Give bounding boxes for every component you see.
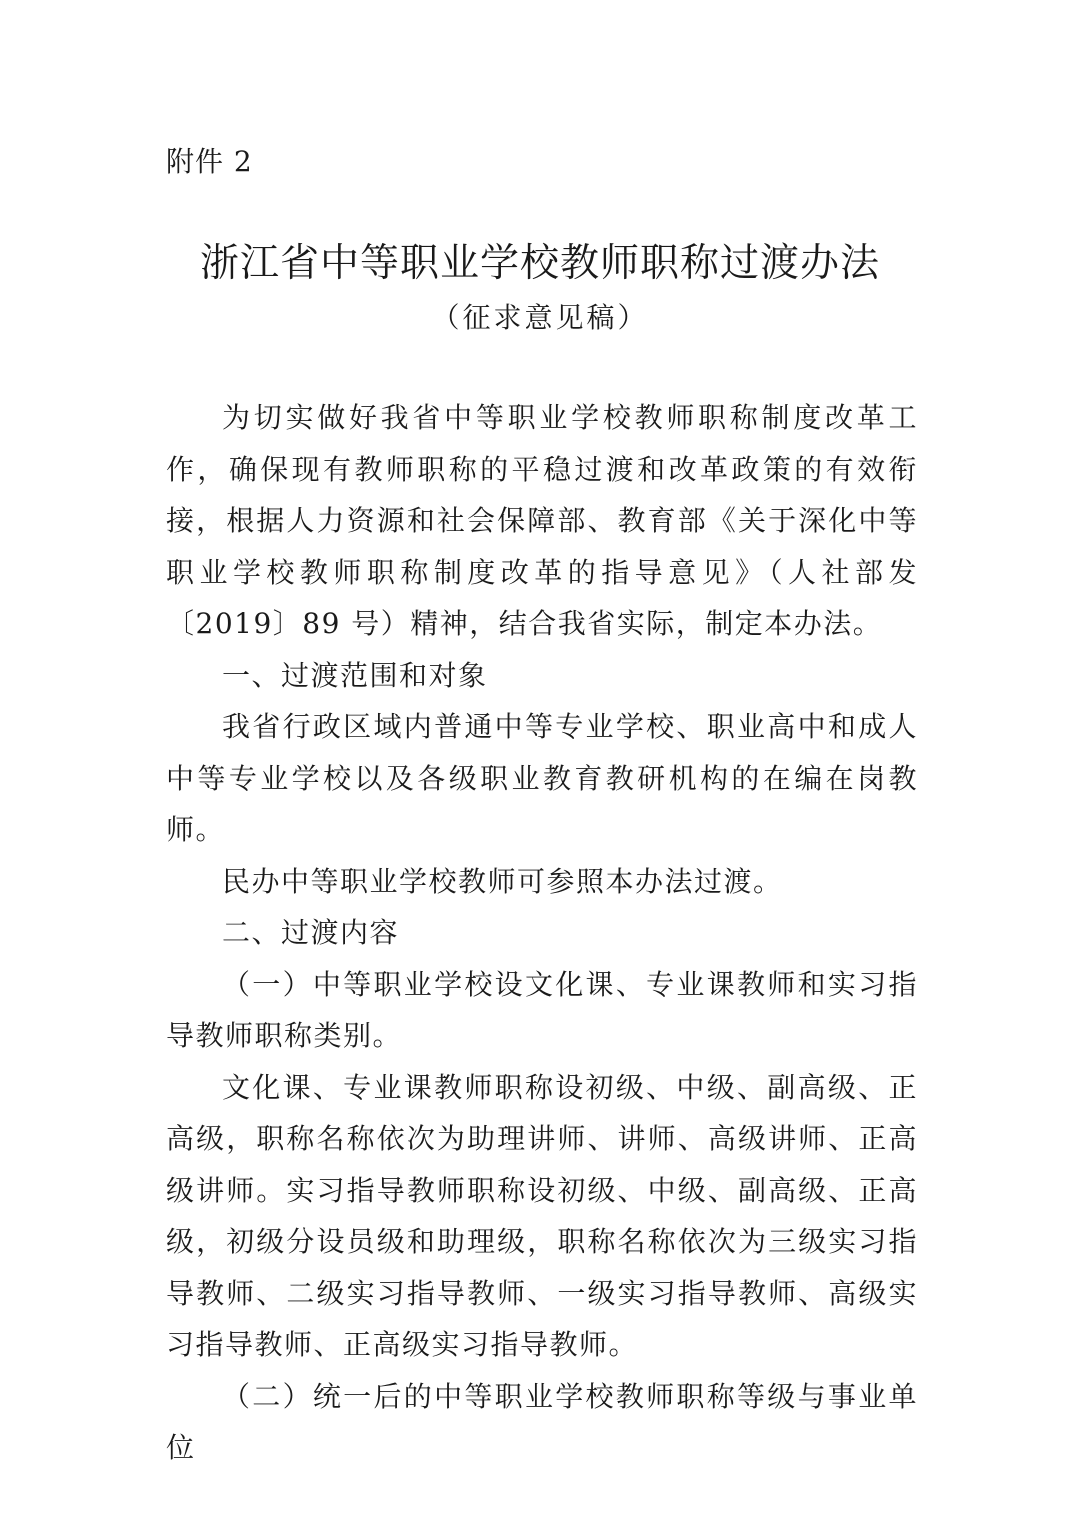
paragraph-private-schools: 民办中等职业学校教师可参照本办法过渡。 <box>222 864 783 898</box>
document-subtitle: （征求意见稿） <box>431 301 649 334</box>
document-body <box>166 392 918 1474</box>
paragraph-unified-levels: （二）统一后的中等职业学校教师职称等级与事业单位 <box>166 1379 918 1464</box>
paragraph-intro: 为切实做好我省中等职业学校教师职称制度改革工作，确保现有教师职称的平稳过渡和改革政策的有效衔接，根据人力资源和社会保障部、教育部《关于深化中等职业学校教师职称制度改革的指导意见》（人社部发〔2019〕89 号）精神，结合我省实际，制定本办法。 <box>166 401 918 640</box>
document-title: 浙江省中等职业学校教师职称过渡办法 <box>199 241 880 286</box>
paragraph-title-levels: 文化课、专业课教师职称设初级、中级、副高级、正高级，职称名称依次为助理讲师、讲师、高级讲师、正高级讲师。实习指导教师职称设初级、中级、副高级、正高级，初级分设员级和助理级，职称名称依次为三级实习指导教师、二级实习指导教师、一级实习指导教师、高级实习指导教师、正高级实习指导教师。 <box>166 1070 918 1361</box>
attachment-label: 附件 2 <box>166 145 253 178</box>
section-heading-scope: 一、过渡范围和对象 <box>222 658 488 692</box>
section-heading-content: 二、过渡内容 <box>222 916 400 949</box>
paragraph-categories: （一）中等职业学校设文化课、专业课教师和实习指导教师职称类别。 <box>166 967 918 1052</box>
paragraph-scope: 我省行政区域内普通中等专业学校、职业高中和成人中等专业学校以及各级职业教育教研机构的在编在岗教师。 <box>166 710 918 846</box>
